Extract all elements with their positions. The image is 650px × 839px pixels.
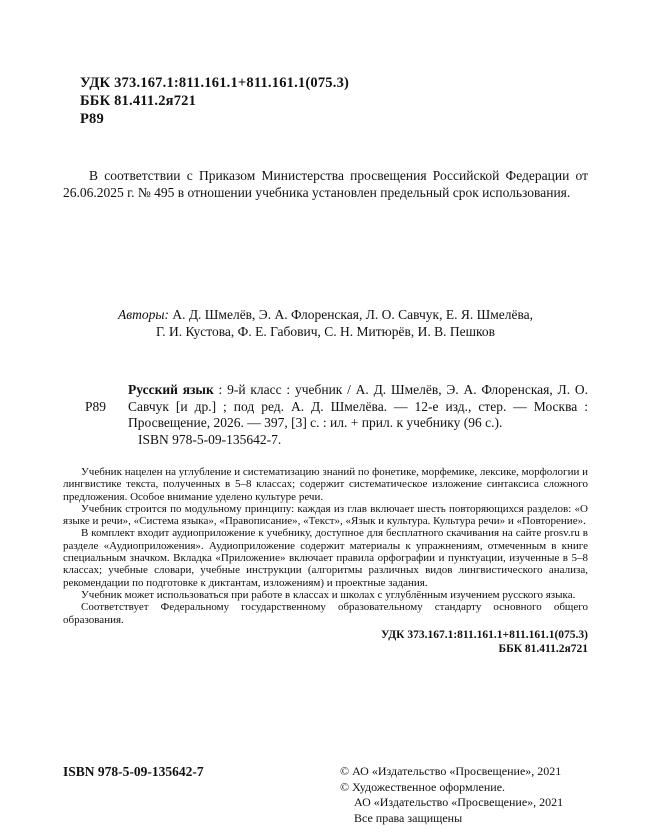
authors-line-1 [63,306,588,323]
annotation-paragraph-2: Учебник строится по модульному принципу: каждая из глав включает шесть повторяющихся разделов: «О языке и речи», «Система языка», «Правописание», «Текст», «Язык и культура. Культура речи» и «Повторение». [63,502,588,528]
footer-isbn: ISBN 978-5-09-135642-7 [63,764,204,779]
annotation-classification-codes [63,628,588,656]
book-title: Русский язык [128,382,214,397]
authors-names-1: А. Д. Шмелёв, Э. А. Флоренская, Л. О. Савчук, Е. Я. Шмелёва, [172,307,534,322]
annotation-block [63,466,588,656]
copyright-block [340,764,563,826]
author-sign-code: Р89 [80,111,104,127]
udk-code: УДК 373.167.1:811.161.1+811.161.1(075.3) [80,75,350,91]
copyright-line-2: © Художественное оформление. [340,779,506,794]
copyright-line-1: © АО «Издательство «Просвещение», 2021 [340,764,562,778]
annotation-udk-code: УДК 373.167.1:811.161.1+811.161.1(075.3) [380,628,588,641]
annotation-paragraph-1: Учебник нацелен на углубление и систематизацию знаний по фонетике, морфемике, лексике, морфологии и лингвистике текста, полученных в 5–8 классах; содержит систематическое изложение синтаксиса сложного предложения. Особое внимание уделено культуре речи. [63,466,588,503]
annotation-paragraph-4: Учебник может использоваться при работе в классах и школах с углублённым изучением русского языка. [81,588,576,601]
copyright-line-3: АО «Издательство «Просвещение», 2021 [354,795,564,809]
biblio-text [128,382,588,432]
authors-names-2: Г. И. Кустова, Ф. Е. Габович, С. Н. Митюрёв, И. В. Пешков [155,324,496,339]
authors-block [63,306,588,340]
annotation-bbk-code: ББК 81.411.2я721 [498,642,588,655]
annotation-paragraph-3: В комплект входит аудиоприложение к учебнику, доступное для бесплатного скачивания на сайте prosv.ru в разделе «Аудиоприложения». Аудиоприложение содержит материалы к упражнениям, отмеченным в книге специальным значком. Вкладка «Приложение» включает правила орфографии и пунктуации, изученные в 5–8 классах; учебные словари, учебные инструкции (алгоритмы различных видов лингвистического анализа, рекомендации по подготовке к диктантам, изложениям) и проектные задания. [63,527,588,589]
bbk-code: ББК 81.411.2я721 [80,93,197,109]
annotation-paragraph-5: Соответствует Федеральному государственному образовательному стандарту основного общего образования. [63,601,588,626]
biblio-description: : 9-й класс : учебник / А. Д. Шмелёв, Э. А. Флоренская, Л. О. Савчук [и др.] ; под ред. А. Д. Шмелёва. — 12-е изд., стер. — Москва : Просвещение, 2026. — 397, [3] с. : ил. + прил. к учебнику (96 с.). [128,382,588,430]
classification-codes-block [80,74,349,128]
biblio-isbn: ISBN 978-5-09-135642-7. [138,431,282,447]
ministry-order-note: В соответствии с Приказом Министерства просвещения Российской Федерации от 26.06.2025 г. № 495 в отношении учебника установлен предельный срок использования. [63,168,588,200]
copyright-line-4: Все права защищены [354,810,463,825]
authors-label: Авторы: [117,307,169,322]
margin-author-sign: Р89 [85,398,107,414]
bibliographic-record [63,382,588,448]
